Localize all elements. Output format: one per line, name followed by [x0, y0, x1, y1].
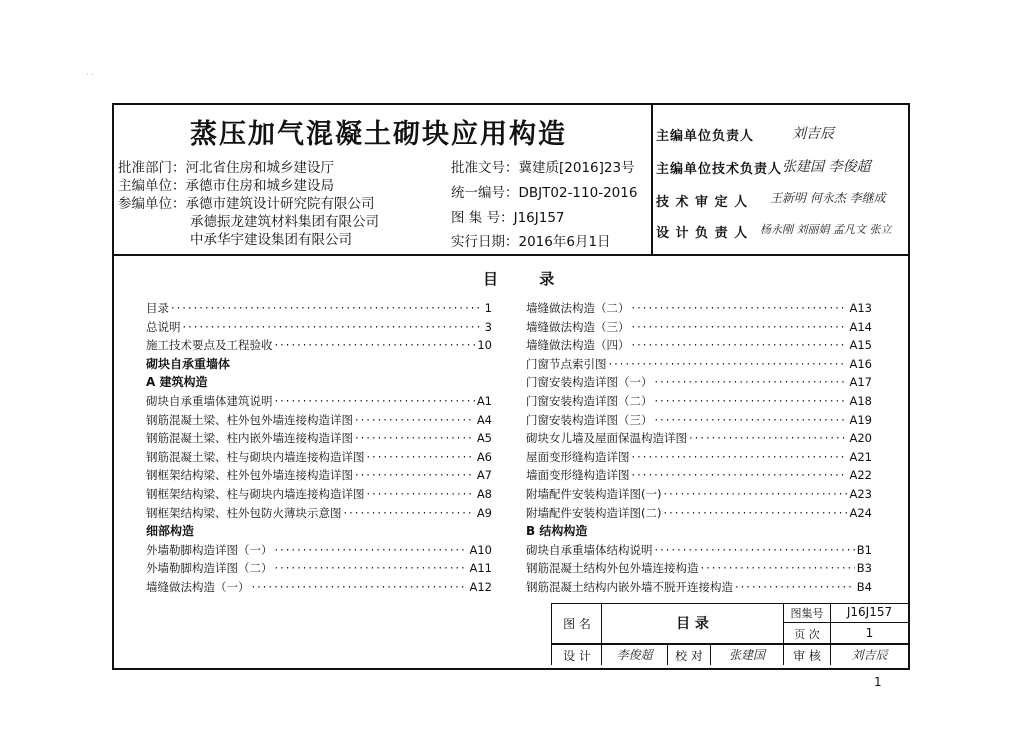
toc-entry-title: 钢框架结构梁、柱外包外墙连接构造详图: [146, 468, 353, 483]
toc-entry: [146, 411, 492, 429]
toc-entry: [146, 429, 492, 447]
toc-leader-dots: [632, 466, 848, 484]
toc-entry-title: 墙缝做法构造（二）: [526, 301, 630, 315]
toc-entry-title: 墙缝做法构造（三）: [526, 319, 630, 334]
toc-leader-dots: [355, 466, 475, 484]
toc-leader-dots: [275, 392, 475, 410]
role-design-head: 设 计 负 责 人: [656, 226, 749, 241]
toc-leader-dots: [655, 373, 848, 391]
toc-entry: [526, 578, 872, 596]
signature-design-head: 杨永刚 刘丽娟 孟凡文 张立: [760, 223, 892, 236]
atlas-number-value: J16J157: [846, 605, 893, 619]
toc-entry-title: 附墙配件安装构造详图(二): [526, 505, 662, 520]
toc-entry: [526, 355, 872, 373]
approval-number: 批准文号：冀建质[2016]23号: [451, 160, 635, 176]
page-title: 蒸压加气混凝土砌块应用构造: [190, 119, 567, 150]
drawing-name-label: 图 名: [563, 617, 591, 631]
toc-entry-page: A4: [476, 412, 492, 427]
toc-leader-dots: [632, 299, 848, 317]
design-label: 设 计: [563, 649, 591, 663]
toc-heading: 目 录: [483, 270, 573, 288]
toc-leader-dots: [183, 318, 483, 336]
toc-leader-dots: [275, 559, 468, 577]
toc-leader-dots: [632, 318, 848, 336]
toc-entry: [526, 485, 872, 503]
scan-mark: · ·: [86, 70, 94, 79]
toc-entry-page: B4: [856, 580, 872, 594]
toc-entry-title: 钢筋混凝土结构内嵌外墙不脱开连接构造: [526, 580, 733, 594]
toc-leader-dots: [655, 411, 848, 429]
toc-leader-dots: [701, 559, 855, 577]
toc-leader-dots: [655, 541, 855, 559]
toc-entry: [146, 336, 492, 354]
toc-entry-page: A22: [849, 468, 872, 483]
toc-entry-title: 门窗安装构造详图（二）: [526, 394, 653, 408]
toc-entry: [526, 318, 872, 336]
toc-section-heading: A 建筑构造: [146, 375, 208, 390]
signature-technical-head: 张建国 李俊超: [782, 159, 871, 175]
toc-entry-page: A15: [849, 338, 872, 353]
toc-leader-dots: [735, 578, 855, 596]
toc-entry-page: A16: [849, 356, 872, 371]
toc-entry-title: 墙缝做法构造（一）: [146, 580, 250, 594]
toc-entry-page: 10: [477, 338, 492, 353]
title-block-row-divider-right: [783, 622, 908, 623]
header-divider-horizontal: [112, 254, 910, 256]
toc-entry-page: A12: [469, 580, 492, 594]
check-signature: 张建国: [728, 648, 765, 662]
toc-entry-title: 钢框架结构梁、柱与砌块内墙连接构造详图: [146, 487, 365, 501]
toc-entry: [526, 448, 872, 466]
header-divider-vertical: [651, 103, 653, 255]
toc-entry-page: A21: [849, 449, 872, 464]
toc-entry-page: B1: [856, 542, 872, 557]
title-block-row-divider: [551, 643, 908, 645]
review-label: 审 核: [793, 649, 821, 663]
toc-entry-title: 钢筋混凝土结构外包外墙连接构造: [526, 561, 699, 576]
toc-leader-dots: [355, 411, 475, 429]
effective-date: 实行日期：2016年6月1日: [451, 234, 611, 250]
toc-entry-title: 门窗安装构造详图（三）: [526, 412, 653, 427]
toc-entry: [526, 373, 872, 391]
toc-entry-title: 墙面变形缝构造详图: [526, 468, 630, 483]
participating-unit-3: 中承华宇建设集团有限公司: [190, 232, 352, 248]
toc-leader-dots: [171, 299, 483, 317]
toc-entry: [146, 504, 492, 522]
toc-entry-page: A19: [849, 412, 872, 427]
toc-entry-title: 墙缝做法构造（四）: [526, 338, 630, 353]
toc-entry: [526, 466, 872, 484]
toc-entry-page: A13: [849, 301, 872, 315]
toc-entry-title: 钢框架结构梁、柱外包防火薄块示意图: [146, 505, 342, 520]
toc-entry-title: 门窗节点索引图: [526, 356, 607, 371]
page-number: 1: [874, 675, 882, 689]
toc-section-heading: B 结构构造: [526, 524, 588, 539]
toc-entry: [526, 429, 872, 447]
toc-entry-page: A6: [476, 449, 492, 464]
toc-entry-page: A7: [476, 468, 492, 483]
participating-unit: 参编单位：承德市建筑设计研究院有限公司: [118, 196, 375, 212]
toc-entry-page: A18: [849, 394, 872, 408]
toc-entry-title: 门窗安装构造详图（一）: [526, 375, 653, 390]
toc-leader-dots: [632, 448, 848, 466]
toc-entry: [526, 504, 872, 522]
role-technical-reviewer: 技 术 审 定 人: [656, 195, 749, 210]
toc-entry: [526, 411, 872, 429]
toc-entry-title: 总说明: [146, 319, 181, 334]
toc-leader-dots: [632, 336, 848, 354]
check-label: 校 对: [675, 649, 703, 663]
signature-technical-reviewer: 王新明 何永杰 李继成: [770, 191, 886, 205]
toc-entry: [146, 466, 492, 484]
toc-entry-page: A8: [476, 487, 492, 501]
toc-entry-page: A14: [849, 319, 872, 334]
toc-entry-title: 砌块自承重墙体建筑说明: [146, 394, 273, 408]
toc-entry-title: 外墙勒脚构造详图（二）: [146, 561, 273, 576]
toc-entry-title: 砌块女儿墙及屋面保温构造详图: [526, 431, 687, 446]
toc-entry-title: 外墙勒脚构造详图（一）: [146, 542, 273, 557]
toc-entry: [146, 392, 492, 410]
toc-entry-page: A5: [476, 431, 492, 446]
toc-entry-title: 屋面变形缝构造详图: [526, 449, 630, 464]
toc-entry-title: 砌块自承重墙体结构说明: [526, 542, 653, 557]
signature-chief-unit-head: 刘吉辰: [792, 126, 834, 142]
page-label: 页 次: [794, 628, 820, 641]
toc-entry-page: 3: [484, 319, 492, 334]
toc-entry: [146, 299, 492, 317]
toc-section-heading: 砌块自承重墙体: [146, 356, 231, 371]
toc-entry: [146, 541, 492, 559]
unified-number: 统一编号：DBJT02-110-2016: [451, 185, 638, 201]
toc-leader-dots: [689, 429, 847, 447]
page-value: 1: [865, 626, 874, 640]
atlas-number: 图 集 号：J16J157: [451, 210, 565, 226]
toc-entry-page: A20: [849, 431, 872, 446]
toc-leader-dots: [367, 448, 475, 466]
toc-leader-dots: [663, 485, 847, 503]
design-signature: 李俊超: [616, 648, 653, 662]
toc-entry-title: 钢筋混凝土梁、柱与砌块内墙连接构造详图: [146, 449, 365, 464]
role-chief-unit-head: 主编单位负责人: [656, 129, 755, 144]
toc-leader-dots: [355, 429, 475, 447]
toc-entry-page: 1: [484, 301, 492, 315]
participating-unit-2: 承德振龙建筑材料集团有限公司: [190, 214, 379, 230]
approval-department: 批准部门：河北省住房和城乡建设厅: [118, 160, 334, 176]
drawing-name-value: 目 录: [676, 616, 709, 632]
toc-entry-title: 钢筋混凝土梁、柱内嵌外墙连接构造详图: [146, 431, 353, 446]
toc-entry-page: A11: [469, 561, 492, 576]
toc-entry-page: A24: [849, 505, 872, 520]
toc-entry-page: A23: [849, 487, 872, 501]
toc-leader-dots: [655, 392, 848, 410]
toc-leader-dots: [367, 485, 475, 503]
review-signature: 刘吉辰: [851, 648, 888, 662]
chief-editor-unit: 主编单位：承德市住房和城乡建设局: [118, 178, 334, 194]
toc-leader-dots: [252, 578, 468, 596]
toc-entry: [526, 392, 872, 410]
toc-entry-page: A9: [476, 505, 492, 520]
toc-entry: [526, 336, 872, 354]
toc-entry: [526, 559, 872, 577]
toc-entry-title: 附墙配件安装构造详图(一): [526, 487, 662, 501]
toc-leader-dots: [609, 355, 848, 373]
toc-section-heading: 细部构造: [146, 524, 195, 539]
toc-entry-title: 钢筋混凝土梁、柱外包外墙连接构造详图: [146, 412, 353, 427]
toc-entry: [146, 318, 492, 336]
toc-entry: [526, 299, 872, 317]
role-technical-head: 主编单位技术负责人: [656, 162, 783, 177]
toc-entry: [146, 578, 492, 596]
toc-entry: [526, 541, 872, 559]
toc-entry: [146, 485, 492, 503]
toc-entry-page: A1: [476, 394, 492, 408]
toc-leader-dots: [344, 504, 475, 522]
toc-leader-dots: [275, 541, 468, 559]
atlas-number-label: 图集号: [790, 607, 824, 620]
toc-entry: [146, 559, 492, 577]
toc-entry-title: 施工技术要点及工程验收: [146, 338, 273, 353]
toc-entry-page: B3: [856, 561, 872, 576]
toc-entry: [146, 448, 492, 466]
toc-entry-page: A17: [849, 375, 872, 390]
toc-entry-title: 目录: [146, 301, 169, 315]
toc-entry-page: A10: [469, 542, 492, 557]
toc-leader-dots: [663, 504, 847, 522]
toc-leader-dots: [275, 336, 476, 354]
